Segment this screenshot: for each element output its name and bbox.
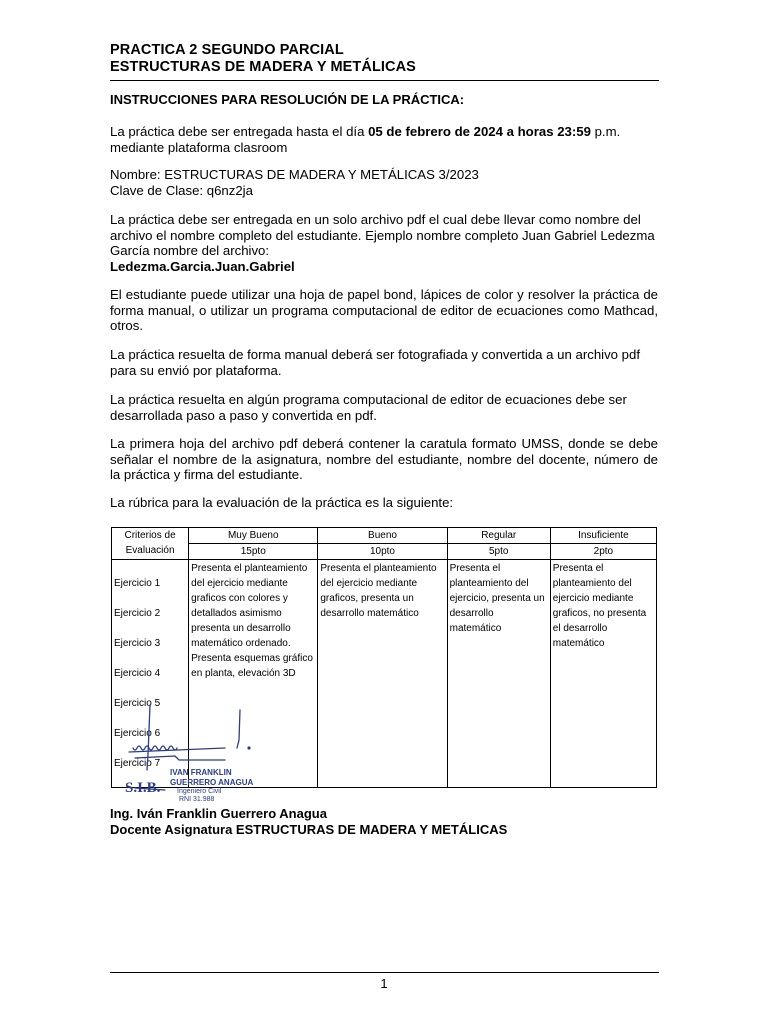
criteria-header: Criterios de Evaluación (112, 528, 189, 560)
stamp-role: Ingeniero Civil (177, 788, 222, 795)
deadline-pre: La práctica debe ser entregada hasta el día (110, 124, 369, 139)
level-description: Presenta el planteamiento del ejercicio mediante graficos, no presenta el desarrollo matemático (550, 560, 656, 788)
header-divider (110, 80, 659, 81)
exercise-item: Ejercicio 2 (114, 608, 161, 619)
deadline-paragraph (110, 124, 658, 155)
exercise-item: Ejercicio 3 (114, 638, 161, 649)
signature-stamp (115, 700, 275, 805)
level-description: Presenta el planteamiento del ejercicio mediante graficos con colores y detallados asimismo presenta un desarrollo matemático ordenado. Presenta esquemas gráfico en planta, elevación 3D (189, 560, 318, 788)
stamp-id: RNI 31.988 (179, 796, 215, 803)
paragraph-tools: El estudiante puede utilizar una hoja de papel bond, lápices de color y resolver la práctica de forma manual, o utilizar un programa computacional de editor de ecuaciones como Mathcad, otros. (110, 287, 658, 333)
level-points: 5pto (447, 544, 550, 560)
deadline-post: p.m. mediante plataforma clasroom (110, 124, 621, 155)
signature-block (110, 806, 507, 838)
stamp-name-1: IVAN FRANKLIN (170, 768, 232, 777)
paragraph-software: La práctica resuelta en algún programa computacional de editor de ecuaciones debe ser desarrollada paso a paso y convertida en pdf. (110, 392, 627, 423)
paragraph-cover: La primera hoja del archivo pdf deberá contener la caratula formato UMSS, donde se debe señalar el nombre de la asignatura, nombre del estudiante, nombre del docente, número de la práctica y firma del estudiante. (110, 436, 658, 482)
course-name: Nombre: ESTRUCTURAS DE MADERA Y METÁLICAS 3/2023 (110, 167, 479, 182)
course-info (110, 167, 658, 198)
teacher-name: Ing. Iván Franklin Guerrero Anagua (110, 806, 327, 821)
rubric-header-row (112, 528, 657, 544)
paragraph-rubric-intro: La rúbrica para la evaluación de la práctica es la siguiente: (110, 495, 454, 510)
level-points: 2pto (550, 544, 656, 560)
level-name: Insuficiente (550, 528, 656, 544)
stamp-name-2: GUERRERO ANAGUA (170, 778, 254, 787)
footer-divider (110, 972, 659, 973)
level-points: 10pto (318, 544, 447, 560)
level-name: Bueno (318, 528, 447, 544)
page-number: 1 (380, 976, 388, 991)
level-name: Regular (447, 528, 550, 544)
file-naming-example: Ledezma.Garcia.Juan.Gabriel (110, 258, 295, 274)
level-points: 15pto (189, 544, 318, 560)
stamp-logo: S.I.B. (125, 780, 161, 796)
class-code: Clave de Clase: q6nz2ja (110, 182, 253, 198)
instructions-heading: INSTRUCCIONES PARA RESOLUCIÓN DE LA PRÁCTICA: (110, 92, 465, 107)
teacher-role: Docente Asignatura ESTRUCTURAS DE MADERA Y METÁLICAS (110, 822, 508, 837)
deadline-date: 05 de febrero de 2024 a horas 23:59 (368, 124, 591, 139)
paragraph-manual: La práctica resuelta de forma manual deberá ser fotografiada y convertida a un archivo pdf para su envió por plataforma. (110, 347, 641, 378)
file-naming-paragraph (110, 212, 658, 274)
exercise-item: Ejercicio 4 (114, 668, 161, 679)
rubric-points-row (112, 544, 657, 560)
document-title (110, 42, 416, 76)
level-name: Muy Bueno (189, 528, 318, 544)
exercise-item: Ejercicio 1 (114, 578, 161, 589)
title-line-2: ESTRUCTURAS DE MADERA Y METÁLICAS (110, 59, 416, 75)
exercise-item: Ejercicio 7 (114, 758, 161, 769)
exercise-item: Ejercicio 6 (114, 728, 161, 739)
level-description: Presenta el planteamiento del ejercicio, presenta un desarrollo matemático (447, 560, 550, 788)
title-line-1: PRACTICA 2 SEGUNDO PARCIAL (110, 42, 344, 58)
file-naming-text: La práctica debe ser entregada en un solo archivo pdf el cual debe llevar como nombre del archivo el nombre completo del estudiante. Ejemplo nombre completo Juan Gabriel Ledezma García nombre del archivo: (110, 212, 655, 258)
exercise-item: Ejercicio 5 (114, 698, 161, 709)
level-description: Presenta el planteamiento del ejercicio mediante graficos, presenta un desarrollo matemático (318, 560, 447, 788)
